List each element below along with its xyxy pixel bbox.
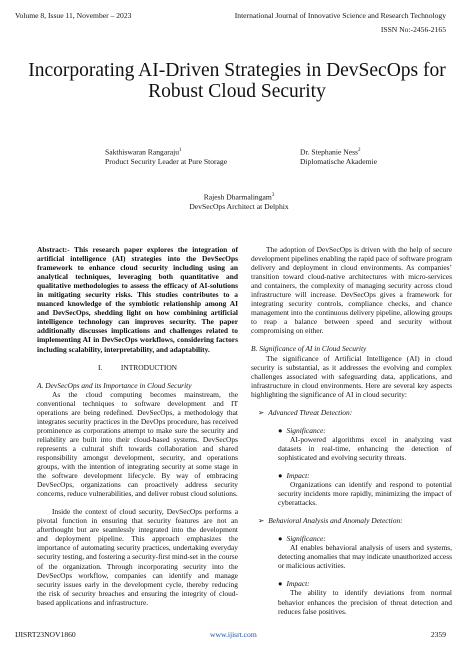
bullet-behavioral-analysis: [251, 516, 452, 525]
subheading-ai-significance: B. Significance of AI in Cloud Security: [251, 344, 367, 354]
issn: ISSN No:-2456-2165: [380, 25, 446, 34]
author-3-name-line: [154, 191, 324, 202]
author-2-role: Diplomatische Akademie: [300, 156, 377, 166]
author-2-sup: 2: [358, 148, 361, 153]
author-3-sup: 3: [271, 193, 275, 198]
item-impact-1-text: Organizations can identify and respond to potential security incidents more rapidly, minimizing the impact of cyberattacks.: [278, 480, 452, 508]
page-number: 2359: [430, 630, 446, 639]
round-bullet-icon: ●: [278, 534, 283, 544]
item-significance-1-label: Significance:: [286, 425, 326, 435]
item-significance-1: [251, 426, 452, 435]
item-significance-2-label: Significance:: [286, 534, 326, 544]
author-2-name-line: [300, 146, 420, 157]
author-2-name: Dr. Stephanie Ness: [300, 147, 358, 157]
journal-url-link[interactable]: www.ijisrt.com: [210, 630, 257, 639]
bullet-behavioral-analysis-label: Behavioral Analysis and Anomaly Detection:: [268, 516, 403, 526]
paper-id: IJISRT23NOV1860: [15, 630, 76, 639]
item-significance-2-text: AI enables behavioral analysis of users and systems, detecting anomalies that may indicate unauthorized access or malicious activities.: [278, 543, 452, 571]
intro-paragraph-3: The adoption of DevSecOps is driven with the help of secure development pipelines enabling the rapid pace of software program delivery and deployment in cloud environments. As companies’ transition toward cloud-native architectures with micro-services and containers, the complexity of managing security across cloud infrastructure will increase. DevSecOps gives a framework for integrating security controls, compliance checks, and chance management into the continuous delivery pipeline, allowing groups to reap a balance between speed and security without compromising on either.: [251, 245, 452, 336]
item-impact-2-label: Impact:: [286, 579, 310, 589]
ai-significance-paragraph: The significance of Artificial Intelligence (AI) in cloud security is substantial, as it addresses the evolving and complex challenges associated with safeguarding data, applications, and infrastructure in cloud environments. Here are several key aspects highlighting the significance of AI in cloud security:: [251, 353, 452, 399]
author-1-role: Product Security Leader at Pure Storage: [105, 156, 228, 166]
author-3: [154, 191, 324, 211]
abstract: Abstract:- This research paper explores the integration of artificial intelligence (AI) strategies into the DevSecOps framework to enhance cloud security including using an analytical techniques, leveraging both quantitative and qualitative methodologies to assess the efficacy of AI-solutions in mitigating security risks. This studies contributes to a nuanced knowledge of the symbiotic relationship among AI and DevSecOps, shedding light on how combining artificial intelligence technology can improves security. The paper additionally discusses implications and challenges related to implementing AI in DevSecOps workflows, considering factors including scalability, interpretability, and adaptability.: [37, 245, 238, 354]
author-1: [105, 146, 275, 166]
author-3-role: DevSecOps Architect at Delphix: [189, 201, 289, 211]
paper-title: Incorporating AI-Driven Strategies in DevSecOps for Robust Cloud Security: [28, 60, 446, 102]
item-impact-1: [251, 471, 452, 480]
left-column: [37, 245, 238, 607]
item-impact-1-label: Impact:: [286, 470, 310, 480]
bullet-advanced-threat-detection: [251, 408, 452, 417]
round-bullet-icon: ●: [278, 579, 283, 589]
item-significance-2: [251, 534, 452, 543]
item-impact-2: [251, 579, 452, 588]
right-column: [251, 245, 452, 616]
bullet-advanced-threat-detection-label: Advanced Threat Detection:: [268, 407, 353, 417]
arrow-bullet-icon: ➢: [258, 516, 265, 526]
subheading-devsecops: A. DevSecOps and its Importance in Cloud Security: [37, 380, 192, 390]
intro-paragraph-2: Inside the context of cloud security, DevSecOps performs a pivotal function in ensuring that security features are not an afterthought but are seamlessly integrated into the development and deployment pipeline. This approach emphasizes the importance of automating security practices, undertaking everyday security testing, and fostering a security-first mind-set in the course of the organization. Through incorporating security into the DevSecOps workflow, companies can identify and manage security issues early in the development cycle, thereby reducing the risk of security breaches and ensuring the integrity of cloud-based applications and infrastructure.: [37, 507, 238, 607]
journal-volume: Volume 8, Issue 11, November – 2023: [15, 11, 132, 20]
section-heading-introduction: I. INTRODUCTION: [97, 362, 178, 372]
author-3-name: Rajesh Dharmalingam: [203, 192, 272, 202]
author-2: [300, 146, 420, 166]
item-impact-2-text: The ability to identify deviations from normal behavior enhances the precision of threat detection and reduces false positives.: [278, 588, 452, 616]
round-bullet-icon: ●: [278, 425, 283, 435]
author-1-sup: 1: [179, 148, 182, 153]
journal-name: International Journal of Innovative Science and Research Technology: [234, 11, 446, 20]
arrow-bullet-icon: ➢: [258, 407, 265, 417]
author-1-name: Sakthiswaran Rangaraju: [105, 147, 180, 157]
intro-paragraph-1: As the cloud computing becomes mainstream, the conventional techniques to software development and IT operations are being redefined. DevSecOps, a methodology that integrates security practices in the DevOps procedure, has received prominence as corporations attempt to make sure the security and reliability are built into their cloud-based systems. DevSecOps represents a cultural shift towards collaboration and shared responsibility amongst development, security, and operations groups, with the intention of integrating security at some stage in the software development lifecycle. By way of embracing DevSecOps, organizations can proactively address security concerns, reduce vulnerabilities, and deliver robust cloud solutions.: [37, 389, 238, 499]
author-1-name-line: [105, 146, 275, 157]
item-significance-1-text: AI-powered algorithms excel in analyzing vast datasets in real-time, enhancing the detection of sophisticated and evolving security threats.: [278, 434, 452, 462]
round-bullet-icon: ●: [278, 470, 283, 480]
